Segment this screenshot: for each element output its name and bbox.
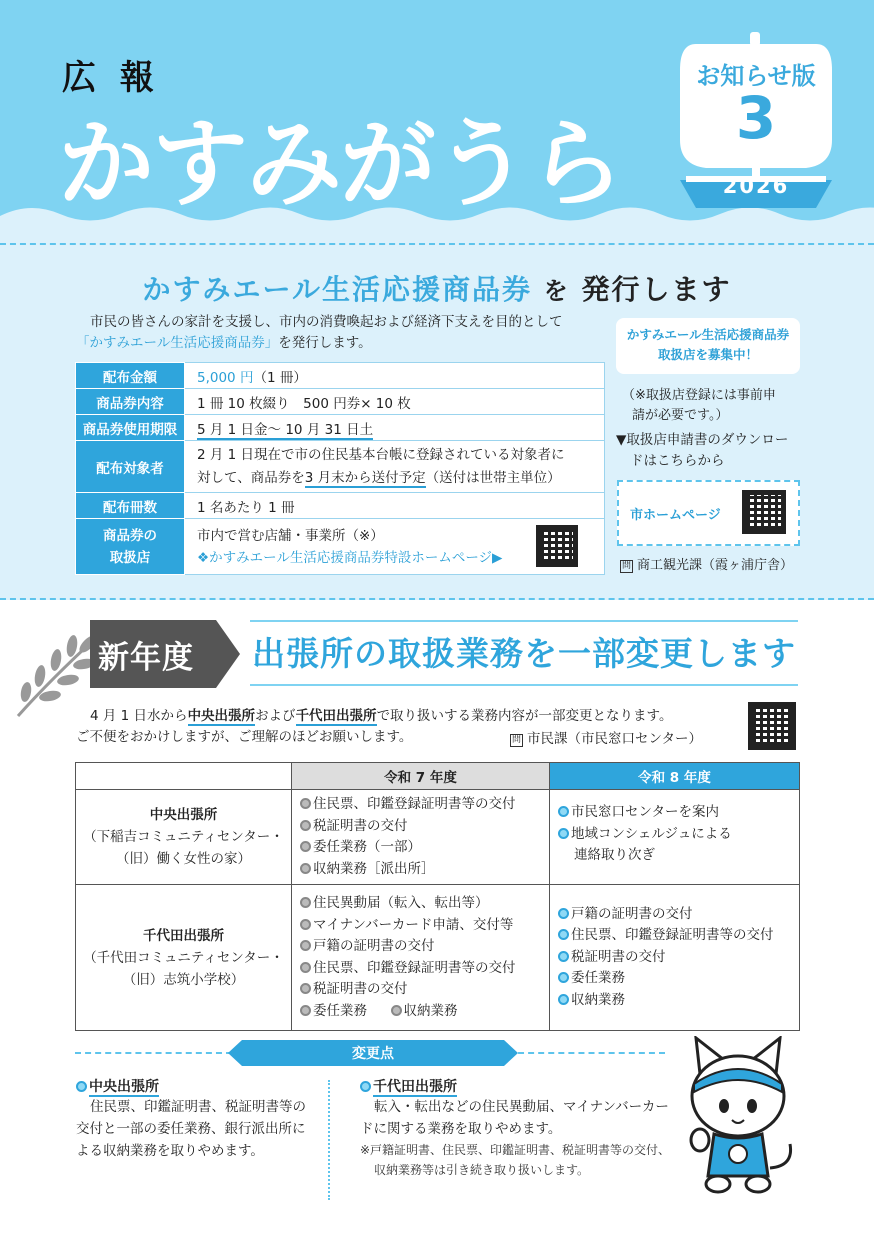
r7-services [292,790,550,885]
download-line-1: ▼取扱店申請書のダウンロー [616,432,789,448]
col-r8: 令和 8 年度 [550,763,800,790]
store-label [76,519,185,575]
recruit-box [616,318,800,374]
bullet-icon [558,806,569,817]
intro-date: 4 月 1 日水から [90,708,188,724]
mascot-cat-icon [678,1036,798,1196]
target-label: 配布対象者 [76,441,185,493]
registration-note [622,386,812,426]
voucher-title-tail: 発行します [581,273,732,306]
period-label: 商品券使用期限 [76,415,185,441]
bullet-icon [300,897,311,908]
store-value [185,519,605,575]
voucher-title-main: かすみエール生活応援商品券 [142,273,532,306]
branch-sub-2: （旧）志筑小学校） [122,971,245,988]
list-item [300,837,541,859]
r8-services [550,790,800,885]
service-text: 戸籍の証明書の交付 [571,905,693,922]
change-chiyoda-body: 転入・転出などの住民異動届、マイナンバーカードに関する業務を取りやめます。 [360,1099,669,1137]
change-chiyoda-title: 千代田出張所 [373,1079,457,1095]
list-item [300,958,541,980]
homepage-qr-code[interactable] [742,490,786,534]
amount-value [185,363,605,389]
recruit-line-1: かすみエール生活応援商品券 [626,327,790,342]
list-item [558,947,791,969]
inquiry-icon: 問 [621,561,631,571]
voucher-contact-text: 商工観光課（霞ヶ浦庁舎） [637,558,794,573]
list-item [300,936,541,958]
list-item [300,893,541,915]
store-text: 市内で営む店舗・事業所（※） [197,527,384,544]
bullet-icon [558,828,569,839]
branch-name: 中央出張所 [149,807,218,823]
period-cell [185,415,605,441]
store-label-2: 取扱店 [109,549,151,566]
branch-sub-2: （旧）働く女性の家） [116,851,251,867]
list-item [558,968,791,990]
list-item [558,845,791,867]
change-central [76,1076,308,1162]
masthead-koho: 広 報 [62,58,160,98]
service-text: 税証明書の交付 [571,948,666,965]
voucher-intro [76,312,616,354]
changes-column-divider [328,1080,330,1200]
service-text: 連絡取り次ぎ [574,847,655,863]
bullet-icon [558,994,569,1005]
voucher-intro-quote: 「かすみエール生活応援商品券」 [76,335,279,351]
list-item [300,816,541,838]
voucher-intro-text: 市民の皆さんの家計を支援し、市内の消費喚起および経済下支えを目的として [90,314,563,330]
title-rule-top [250,620,798,622]
bullet-icon [300,863,311,874]
badge-year: 2026 [722,174,790,198]
download-line-2: ドはこちらから [630,453,725,469]
service-text: 住民票、印鑑登録証明書等の交付 [313,796,516,812]
col-r7: 令和 7 年度 [292,763,550,790]
service-text: 税証明書の交付 [313,817,408,834]
bullet-icon [300,983,311,994]
r7-services [292,885,550,1031]
list-item [558,824,791,846]
intro-and: および [255,708,296,724]
bullet-icon [300,1005,311,1016]
voucher-contact [620,554,793,573]
service-text: 委任業務 [571,970,625,987]
branch-title: 出張所の取扱業務を一部変更します [252,634,796,673]
store-label-1: 商品券の [103,527,157,544]
bullet-icon [300,919,311,930]
amount-number: 5,000 円 [197,369,254,386]
service-text: 地域コンシェルジュによる [571,825,732,842]
list-item [300,1001,541,1023]
branch-services-table [75,762,800,1031]
target-line-2c: （送付は世帯主単位） [425,469,561,486]
bullet-icon [300,798,311,809]
bullet-icon [300,820,311,831]
corner-cell [76,763,292,790]
bullet-icon [391,1005,402,1016]
amount-note: （1 冊） [253,369,307,386]
service-text: 収納業務［派出所］ [313,860,435,877]
bullet-icon [558,951,569,962]
r8-services [550,885,800,1031]
target-line-2b: 3 月末から送付予定 [304,469,426,486]
masthead-title: かすみがうら [58,108,622,220]
count-label: 配布冊数 [76,493,185,519]
top-dash-divider [0,243,874,245]
ribbon-text: 新年度 [98,640,194,676]
service-text: 委任業務（一部） [313,839,421,855]
list-item [558,925,791,947]
target-line-1: 2 月 1 日現在で市の住民基本台帳に登録されている対象者に [197,446,565,463]
badge-issue-number: 3 [735,84,777,152]
intro-line-2: ご不便をおかけしますが、ご理解のほどお願いします。 [76,729,413,745]
bullet-icon [558,972,569,983]
branch-name: 千代田出張所 [143,927,224,944]
service-text: 税証明書の交付 [313,981,408,997]
service-text: 収納業務 [571,991,625,1008]
branch-contact [510,727,702,747]
voucher-title [0,268,874,308]
intro-branch-2: 千代田出張所 [295,708,377,724]
branch-name-cell [76,790,292,885]
note-line-2: 請が必要です。） [632,408,729,423]
recruit-line-2: 取扱店を募集中！ [657,347,758,362]
branch-sub-1: （千代田コミュニティセンター・ [83,949,284,966]
homepage-label[interactable]: 市ホームページ [630,508,721,523]
title-rule-bottom [250,684,798,686]
service-text: 市民窓口センターを案内 [571,804,719,820]
list-item [300,915,541,937]
bullet-icon [558,908,569,919]
special-site-link[interactable]: ❖かすみエール生活応援商品券特設ホームページ▶ [197,549,503,566]
service-text: 住民票、印鑑登録証明書等の交付 [571,927,774,944]
voucher-info-table [75,362,605,575]
intro-rest: で取り扱いする業務内容が一部変更となります。 [376,708,673,724]
bullet-icon [76,1081,87,1092]
period-value: 5 月 1 日金〜 10 月 31 日土 [197,421,374,438]
badge-label: お知らせ版 [696,62,816,90]
bullet-icon [300,962,311,973]
service-text: マイナンバーカード申請、交付等 [313,916,514,933]
content-label: 商品券内容 [76,389,185,415]
change-central-title: 中央出張所 [89,1079,159,1095]
mid-dash-divider [0,598,874,600]
change-chiyoda-note: ※戸籍証明書、住民票、印鑑証明書、税証明書等の交付、収納業務等は引き続き取り扱いします。 [360,1143,671,1177]
download-note [616,430,812,472]
change-chiyoda [360,1076,672,1180]
intro-branch-1: 中央出張所 [187,708,256,724]
service-text: 住民票、印鑑登録証明書等の交付 [313,959,516,976]
bullet-icon [558,929,569,940]
service-text: 戸籍の証明書の交付 [313,938,435,954]
voucher-intro-text-2: を発行します。 [278,335,372,351]
amount-label: 配布金額 [76,363,185,389]
service-text: 収納業務 [403,1002,458,1019]
list-item [558,990,791,1012]
bullet-icon [300,940,311,951]
service-text: 委任業務 [313,1002,381,1019]
bullet-icon [360,1081,371,1092]
change-central-body: 住民票、印鑑証明書、税証明書等の交付と一部の委任業務、銀行派出所による収納業務を取りやめます。 [76,1099,306,1159]
list-item [558,904,791,926]
inquiry-icon: 問 [511,735,521,745]
service-text: 住民異動届（転入、転出等） [313,895,489,911]
change-chiyoda-heading [360,1076,672,1096]
target-value [185,441,605,493]
list-item [558,802,791,824]
branch-sub-1: （下稲吉コミュニティセンター・ [83,829,284,845]
changes-label: 変更点 [352,1046,394,1062]
target-line-2a: 対して、商品券を [197,469,305,486]
special-site-qr-code[interactable] [536,525,578,567]
content-value: 1 冊 10 枚綴り 500 円券× 10 枚 [185,389,605,415]
note-line-1: （※取扱店登録には事前申 [622,388,776,403]
bullet-icon [300,841,311,852]
list-item [300,979,541,1001]
branch-qr-code[interactable] [748,702,796,750]
voucher-title-particle: を [543,277,570,305]
branch-name-cell [76,885,292,1031]
list-item [300,794,541,816]
count-value: 1 名あたり 1 冊 [185,493,605,519]
change-central-heading [76,1076,308,1096]
list-item [300,859,541,881]
branch-contact-text: 市民課（市民窓口センター） [527,731,702,747]
